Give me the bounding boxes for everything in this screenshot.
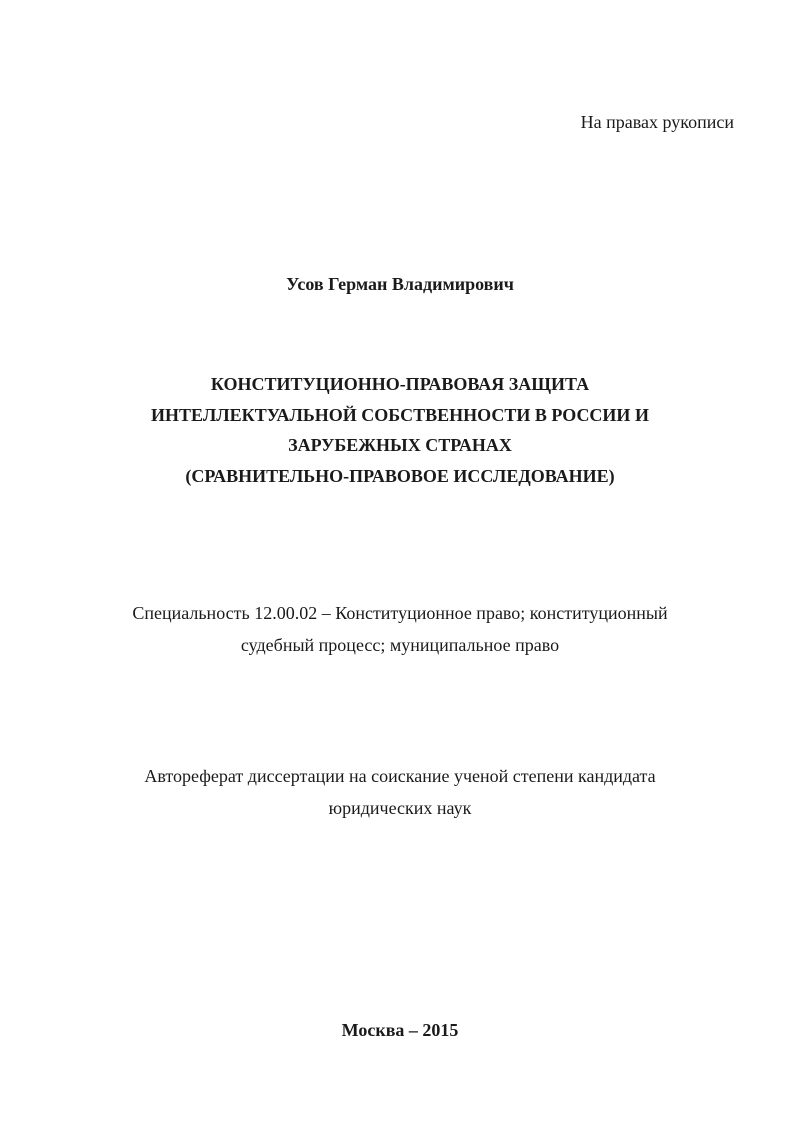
title-line-3: ЗАРУБЕЖНЫХ СТРАНАХ (288, 435, 512, 455)
title-line-1: КОНСТИТУЦИОННО-ПРАВОВАЯ ЗАЩИТА (210, 374, 590, 394)
specialty-statement (0, 597, 800, 661)
rights-note: На правах рукописи (580, 112, 734, 132)
degree-statement (0, 760, 800, 824)
place-year: Москва – 2015 (341, 1020, 459, 1040)
title-line-2: ИНТЕЛЛЕКТУАЛЬНОЙ СОБСТВЕННОСТИ В РОССИИ И (151, 404, 649, 425)
title-line-4: (СРАВНИТЕЛЬНО-ПРАВОВОЕ ИССЛЕДОВАНИЕ) (185, 465, 615, 486)
specialty-line-2: судебный процесс; муниципальное право (240, 635, 560, 655)
dissertation-title (0, 369, 800, 491)
degree-line-1: Автореферат диссертации на соискание ученой степени кандидата (144, 766, 656, 786)
specialty-line-1: Специальность 12.00.02 – Конституционное право; конституционный (132, 603, 668, 623)
degree-line-2: юридических наук (328, 798, 472, 818)
author-name: Усов Герман Владимирович (286, 274, 514, 294)
